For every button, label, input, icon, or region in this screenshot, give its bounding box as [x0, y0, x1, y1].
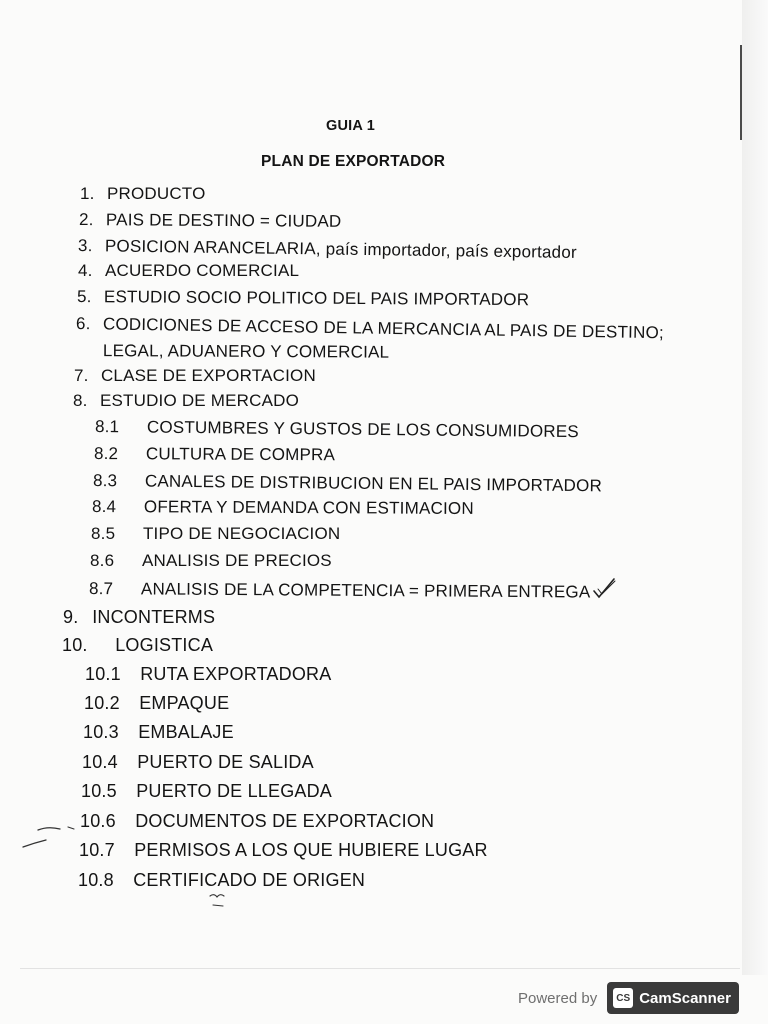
list-item-text: ESTUDIO SOCIO POLITICO DEL PAIS IMPORTADOR: [103, 287, 530, 310]
list-item-number: 10.: [62, 635, 88, 655]
list-item-number: 8.5: [91, 524, 116, 543]
list-item-number: 2.: [78, 210, 94, 230]
list-item: [77, 287, 529, 310]
list-item-text: PRODUCTO: [106, 184, 206, 203]
list-item-text: RUTA EXPORTADORA: [140, 664, 332, 684]
sub-list-item: [93, 471, 602, 496]
pen-check-mark-icon: [592, 575, 618, 601]
list-item-text: COSTUMBRES Y GUSTOS DE LOS CONSUMIDORES: [146, 417, 579, 442]
list-item: [78, 236, 577, 263]
sub-list-item: [90, 551, 332, 571]
list-item-number: 10.7: [79, 840, 115, 860]
list-item-number: 8.6: [90, 551, 115, 570]
list-item-number: 10.1: [85, 664, 121, 684]
sub-list-item: [92, 497, 474, 519]
list-item-number: 8.: [73, 391, 88, 410]
list-item-number: 4.: [78, 261, 93, 280]
sub-list-item: [83, 722, 234, 743]
list-item-text: EMBALAJE: [138, 722, 234, 742]
list-item-text: CULTURA DE COMPRA: [145, 444, 336, 465]
camscanner-brand-name: CamScanner: [639, 989, 731, 1007]
sub-list-item: [78, 870, 365, 891]
list-item-text: ESTUDIO DE MERCADO: [99, 391, 300, 410]
list-item-text: TIPO DE NEGOCIACION: [142, 524, 341, 543]
list-item-number: 10.4: [82, 752, 118, 772]
document-heading: GUIA 1: [326, 118, 376, 134]
list-item-text: LEGAL, ADUANERO Y COMERCIAL: [102, 341, 390, 362]
sub-list-item: [95, 417, 579, 442]
list-item-text: PERMISOS A LOS QUE HUBIERE LUGAR: [134, 840, 488, 860]
sub-list-item: [89, 579, 591, 603]
sub-list-item: [84, 693, 229, 714]
list-item-number: 3.: [77, 236, 93, 256]
list-item-text: POSICION ARANCELARIA, país importador, país exportador: [104, 236, 577, 262]
list-item-text: INCONTERMS: [92, 607, 216, 627]
list-item-number: 10.6: [80, 811, 116, 831]
list-item-text: PUERTO DE LLEGADA: [136, 781, 333, 801]
list-item-text: ANALISIS DE LA COMPETENCIA = PRIMERA ENTREGA: [140, 579, 591, 602]
list-item-text: DOCUMENTOS DE EXPORTACION: [135, 811, 435, 831]
list-item-text: CERTIFICADO DE ORIGEN: [133, 870, 366, 890]
list-item-text: EMPAQUE: [139, 693, 230, 713]
list-item-number: 8.2: [93, 444, 119, 464]
list-item-text: OFERTA Y DEMANDA CON ESTIMACION: [143, 497, 474, 518]
sub-list-item: [79, 840, 488, 861]
sub-list-item: [85, 664, 331, 685]
list-item-number: 10.8: [78, 870, 114, 890]
sub-list-item: [94, 444, 335, 465]
sub-list-item: [81, 781, 332, 802]
sub-list-item: [91, 524, 340, 544]
list-item-number: 8.1: [94, 417, 120, 437]
list-item-number: 7.: [74, 366, 89, 385]
list-item-number: 9.: [63, 607, 79, 627]
list-item: [76, 314, 664, 343]
list-item: [62, 635, 213, 656]
list-item-text: ACUERDO COMERCIAL: [104, 261, 300, 280]
camscanner-badge: [607, 982, 739, 1014]
list-item: [73, 391, 299, 411]
list-item-text: PUERTO DE SALIDA: [137, 752, 314, 772]
list-item: [79, 210, 342, 232]
list-item-text: CODICIONES DE ACCESO DE LA MERCANCIA AL PAIS DE DESTINO;: [102, 314, 665, 343]
list-item-text: ANALISIS DE PRECIOS: [141, 551, 332, 570]
powered-by-label: Powered by: [518, 989, 598, 1007]
list-item-number: 10.5: [81, 781, 117, 801]
list-item-number: 6.: [75, 314, 91, 334]
list-item: [80, 184, 206, 204]
list-item-continuation: [76, 341, 389, 363]
list-item-number: 5.: [76, 287, 92, 307]
pen-scribble-icon: [20, 822, 80, 852]
list-item: [74, 366, 316, 386]
camscanner-footer: [518, 980, 739, 1016]
camscanner-logo-icon: CS: [613, 988, 633, 1008]
pen-scribble-icon: [206, 890, 236, 912]
document-subheading: PLAN DE EXPORTADOR: [261, 153, 446, 170]
list-item-number: 1.: [80, 184, 95, 203]
list-item-text: CANALES DE DISTRIBUCION EN EL PAIS IMPORTADOR: [144, 471, 603, 496]
list-item-number: 8.4: [91, 497, 117, 517]
list-item-text: LOGISTICA: [115, 635, 214, 655]
sub-list-item: [80, 811, 434, 832]
list-item-number: 10.2: [84, 693, 120, 713]
list-item-text: PAIS DE DESTINO = CIUDAD: [105, 210, 342, 231]
list-item: [78, 261, 299, 281]
list-item: [63, 607, 215, 628]
list-item-number: 8.7: [88, 579, 114, 599]
list-item-number: 10.3: [83, 722, 119, 742]
sub-list-item: [82, 752, 314, 773]
list-item-text: CLASE DE EXPORTACION: [100, 366, 316, 385]
list-item-number: 8.3: [92, 471, 118, 491]
